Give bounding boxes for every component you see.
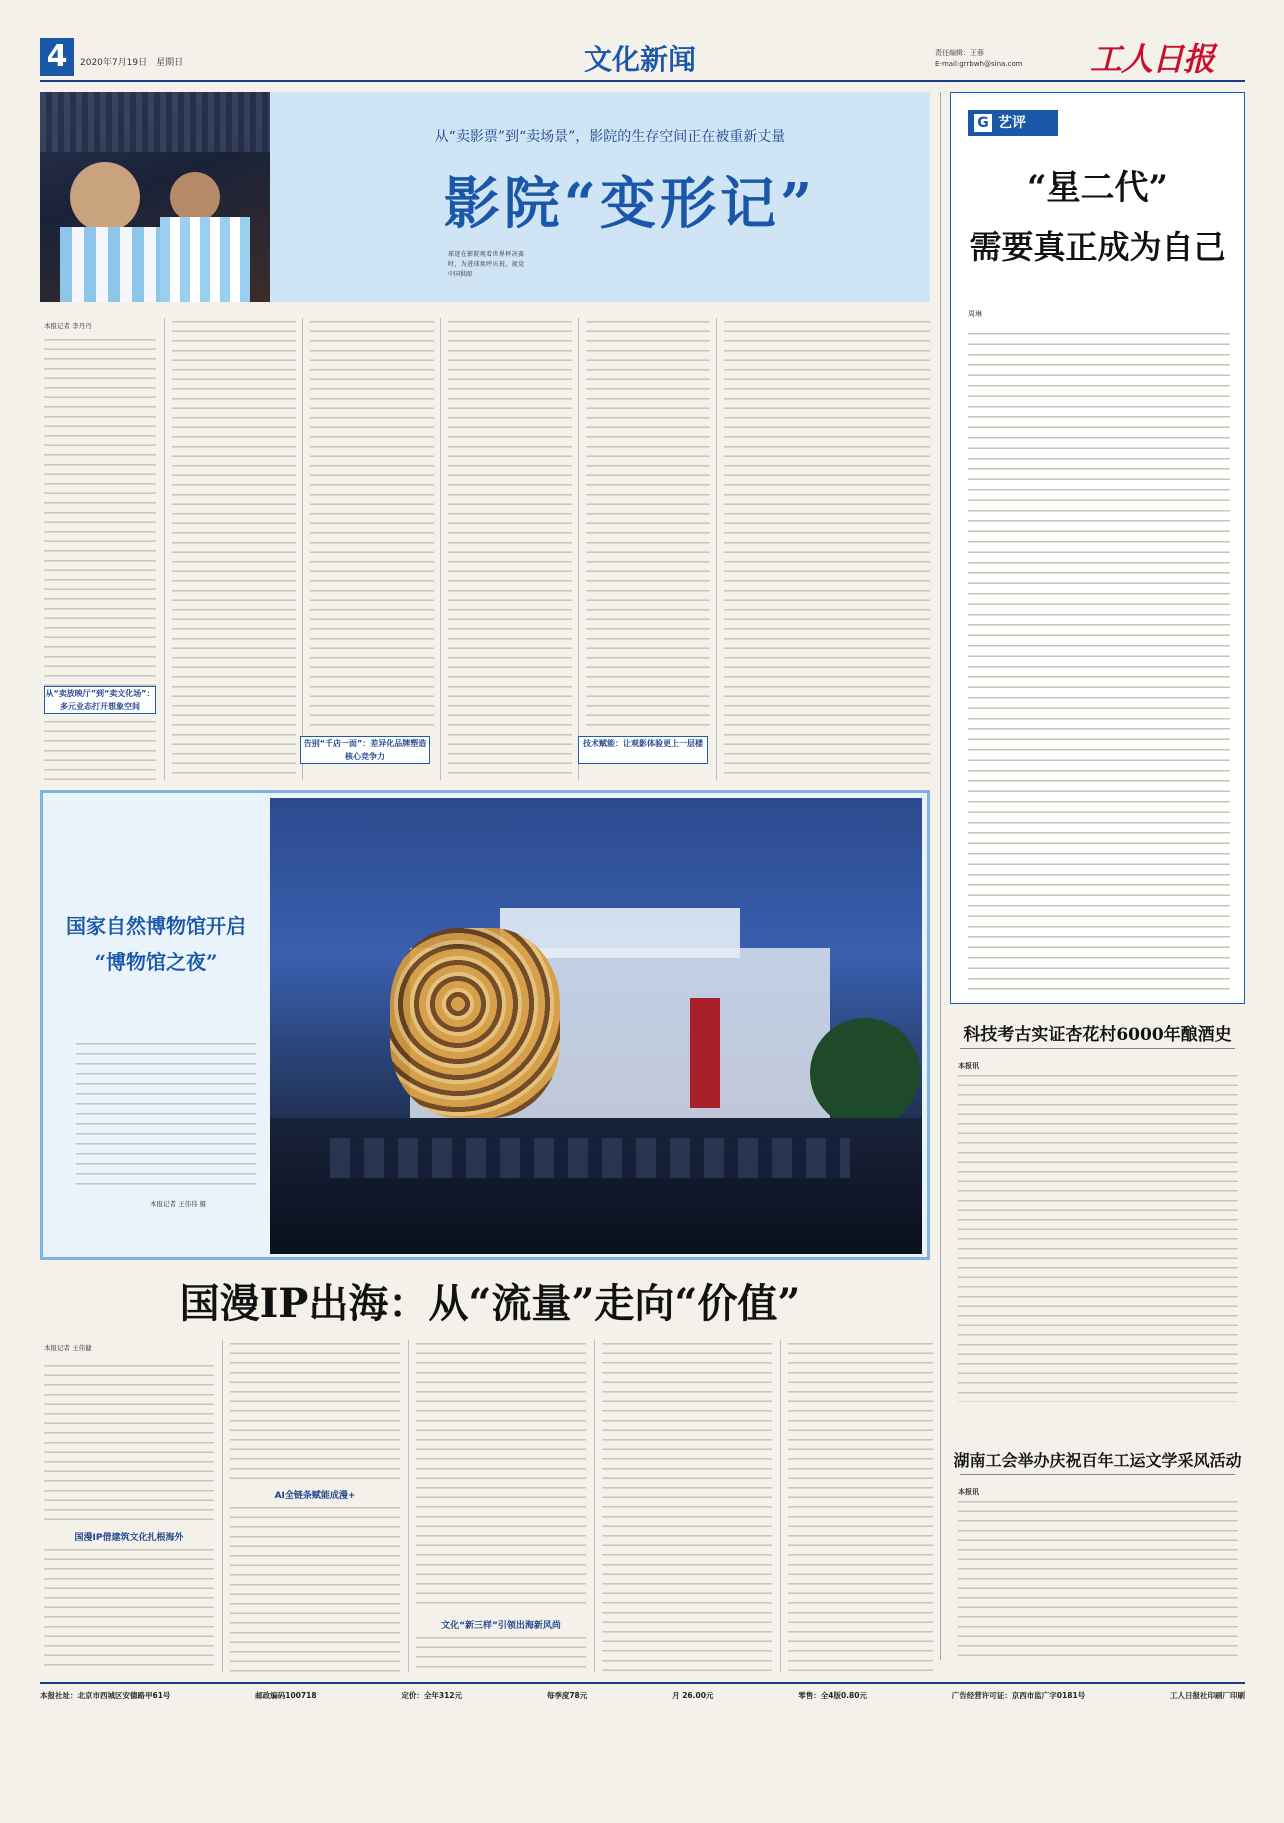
top-story-col-5 xyxy=(586,318,710,728)
top-story-col-1 xyxy=(44,336,156,686)
top-story-byline: 本报记者 李丹丹 xyxy=(44,322,92,330)
ip-story-byline: 本报记者 王伟健 xyxy=(44,1344,92,1352)
masthead-logo: 工人日报 xyxy=(1090,40,1215,78)
email-line: E-mail:grrbwh@sina.com xyxy=(935,60,1023,68)
ip-col-5 xyxy=(788,1340,933,1672)
commentary-headline-2: 需要真正成为自己 xyxy=(969,228,1226,266)
right-story-1-body xyxy=(958,1072,1238,1402)
top-story-col-3 xyxy=(310,318,434,728)
ip-col-4 xyxy=(602,1340,772,1672)
footer-ad-license: 广告经营许可证：京西市监广字0181号 xyxy=(951,1691,1086,1700)
top-story-col-4 xyxy=(448,318,572,780)
top-story-headline: 影院“变形记” xyxy=(443,171,817,237)
top-story-photo xyxy=(40,92,270,302)
top-story-subhead-2: 告别“千店一面”：差异化品牌塑造核心竞争力 xyxy=(300,736,430,764)
top-story-col-2 xyxy=(172,318,296,780)
footer-price-quarter: 每季度78元 xyxy=(546,1691,588,1700)
ip-col-2 xyxy=(230,1340,400,1480)
commentary-headline-1: “星二代” xyxy=(1026,168,1169,208)
footer-postcode: 邮政编码100718 xyxy=(255,1691,317,1700)
footer-bar xyxy=(40,1690,1245,1706)
date-line: 2020年7月19日 星期日 xyxy=(80,58,184,68)
ip-subhead-3: 文化“新三样”引领出海新风尚 xyxy=(441,1621,561,1631)
commentary-badge-letter: G xyxy=(974,114,992,132)
ip-subhead-2: AI全链条赋能成漫+ xyxy=(274,1491,356,1501)
top-story-subhead-3: 技术赋能：让观影体验更上一层楼 xyxy=(578,736,708,764)
top-story-caption xyxy=(448,250,524,310)
commentary-badge xyxy=(968,110,1058,136)
footer-price-month: 月 26.00元 xyxy=(672,1691,714,1700)
museum-title-2: “博物馆之夜” xyxy=(94,950,218,974)
museum-credit: 本报记者 王伟伟 摄 xyxy=(150,1200,207,1208)
top-story-kicker: 从“卖影票”到“卖场景”，影院的生存空间正在被重新丈量 xyxy=(434,129,786,145)
commentary-body xyxy=(968,330,1230,990)
top-story-col-1b xyxy=(44,718,156,780)
right-story-2-lead: 本报讯 xyxy=(958,1488,979,1496)
editor-line: 责任编辑：王蓉 xyxy=(935,49,984,57)
ip-subhead-1: 国漫IP借建筑文化扎根海外 xyxy=(74,1533,184,1543)
ip-story-headline: 国漫IP出海：从“流量”走向“价值” xyxy=(179,1280,801,1327)
header-rule xyxy=(40,80,1245,82)
footer-price-year: 定价：全年312元 xyxy=(401,1691,463,1700)
top-story-col-6 xyxy=(724,318,930,780)
commentary-label: 艺评 xyxy=(998,115,1026,131)
ip-col-3 xyxy=(416,1340,586,1610)
right-story-2-headline: 湖南工会举办庆祝百年工运文学采风活动 xyxy=(953,1451,1242,1470)
page-number-box xyxy=(40,38,74,76)
section-title: 文化新闻 xyxy=(583,43,696,76)
ip-col-2b xyxy=(230,1504,400,1672)
museum-text xyxy=(76,1040,256,1190)
footer-retail: 零售：全4版0.80元 xyxy=(798,1691,867,1700)
museum-photo xyxy=(270,798,922,1254)
ip-col-1 xyxy=(44,1362,214,1522)
footer-address: 本报社址：北京市西城区安德路甲61号 xyxy=(40,1691,171,1700)
page-number: 4 xyxy=(46,39,68,74)
ip-col-1b xyxy=(44,1546,214,1672)
top-story-subhead-1: 从“卖放映厅”到“卖文化场”：多元业态打开想象空间 xyxy=(44,686,156,714)
footer-printer: 工人日报社印刷厂印刷 xyxy=(1169,1691,1245,1700)
right-story-1-headline: 科技考古实证杏花村6000年酿酒史 xyxy=(963,1025,1232,1045)
museum-title-1: 国家自然博物馆开启 xyxy=(66,914,246,938)
footer-rule xyxy=(40,1682,1245,1684)
ip-col-3b xyxy=(416,1634,586,1672)
commentary-byline: 周琳 xyxy=(968,310,982,318)
caption-text: 球迷在影院观看世界杯决赛时，为进球欢呼庆祝。视觉中国供图 xyxy=(448,251,524,278)
right-story-1-lead: 本报讯 xyxy=(958,1062,979,1070)
right-story-2-body xyxy=(958,1498,1238,1658)
